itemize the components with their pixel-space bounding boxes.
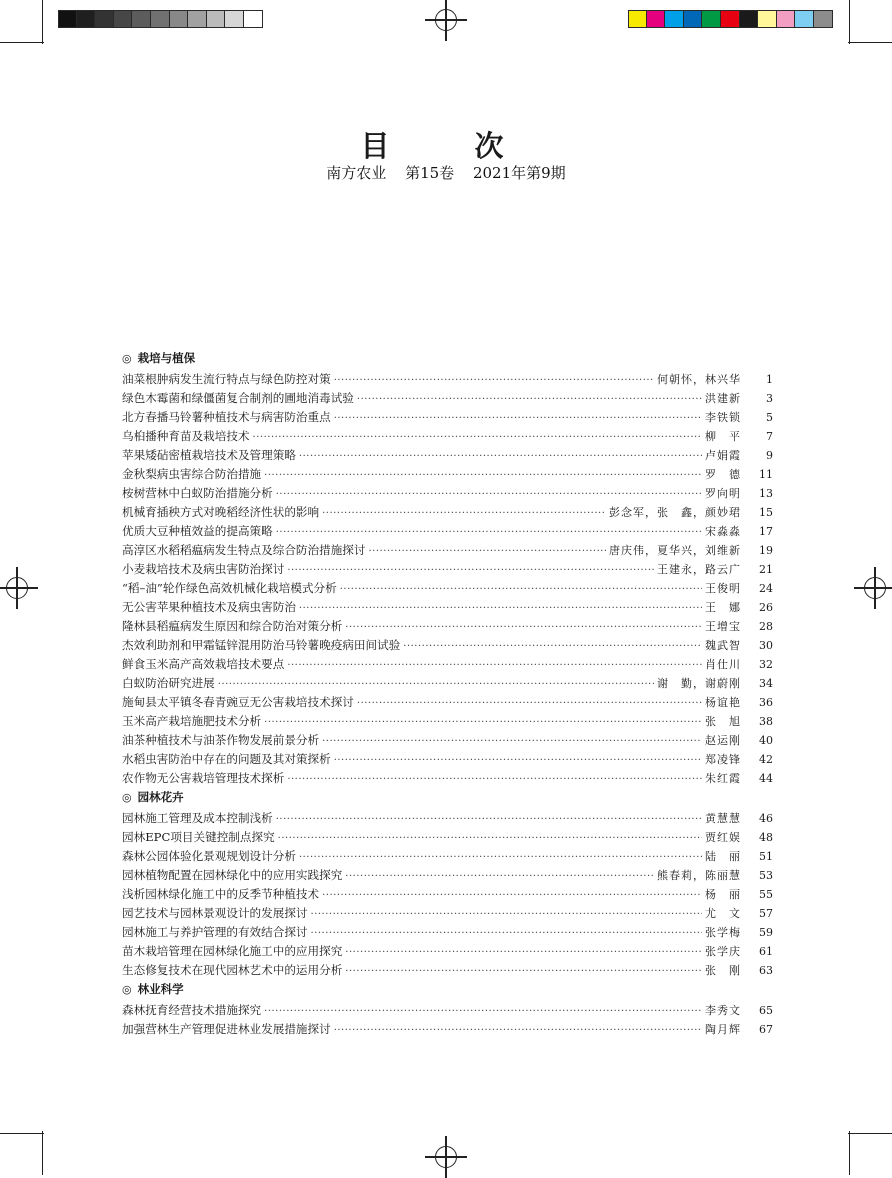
toc-entry[interactable] (122, 389, 773, 408)
toc-entry[interactable] (122, 828, 773, 847)
article-title: 园林施工管理及成本控制浅析 (122, 811, 273, 825)
article-title: 高淳区水稻稻瘟病发生特点及综合防治措施探讨 (122, 543, 366, 557)
color-swatch (795, 10, 814, 28)
article-authors: 王俊明 (705, 582, 741, 595)
leader-dots (299, 447, 702, 466)
leader-dots (403, 637, 702, 656)
page-number: 19 (759, 544, 773, 557)
article-authors: 尤 文 (705, 907, 741, 920)
crop-mark-bottom-right-h (848, 1133, 892, 1134)
leader-dots (278, 829, 702, 848)
section-marker-icon: ◎ (122, 983, 132, 996)
leader-dots (287, 770, 702, 789)
article-authors: 唐庆伟，夏华兴，刘维新 (609, 544, 741, 557)
page-number: 53 (759, 869, 773, 882)
page-number: 1 (766, 373, 773, 386)
section-marker-icon: ◎ (122, 352, 132, 365)
leader-dots (357, 694, 702, 713)
article-authors: 张 旭 (705, 715, 741, 728)
article-title: “稻–油”轮作绿色高效机械化栽培模式分析 (122, 581, 337, 595)
page-number: 17 (759, 525, 773, 538)
page-number: 63 (759, 964, 773, 977)
article-authors: 黄慧慧 (705, 812, 741, 825)
leader-dots (276, 485, 702, 504)
leader-dots (357, 390, 702, 409)
registration-mark-bottom (429, 1140, 463, 1174)
article-authors: 洪建新 (705, 392, 741, 405)
page-number: 9 (766, 449, 773, 462)
section-marker-icon: ◎ (122, 791, 132, 804)
registration-mark-right (858, 571, 892, 605)
page-number: 28 (759, 620, 773, 633)
article-title: 优质大豆种植效益的提高策略 (122, 524, 273, 538)
page-number: 24 (759, 582, 773, 595)
toc-entry[interactable] (122, 712, 773, 731)
toc-entry[interactable] (122, 693, 773, 712)
registration-mark-left (0, 571, 34, 605)
toc-entry[interactable] (122, 674, 773, 693)
page-number: 38 (759, 715, 773, 728)
article-title: 小麦栽培技术及病虫害防治探讨 (122, 562, 285, 576)
article-title: 苹果矮砧密植栽培技术及管理策略 (122, 448, 296, 462)
article-authors: 宋淼淼 (705, 525, 741, 538)
toc-entry[interactable] (122, 617, 773, 636)
article-authors: 张学庆 (705, 945, 741, 958)
article-title: 桉树营林中白蚁防治措施分析 (122, 486, 273, 500)
article-authors: 朱红霞 (705, 772, 741, 785)
article-authors: 熊春莉，陈丽慧 (657, 869, 741, 882)
article-title: 玉米高产栽培施肥技术分析 (122, 714, 262, 728)
article-authors: 李铁锁 (705, 411, 741, 424)
page-number: 3 (766, 392, 773, 405)
article-title: 绿色木霉菌和绿僵菌复合制剂的圃地消毒试验 (122, 391, 354, 405)
leader-dots (311, 924, 702, 943)
article-authors: 彭念军，张 鑫，颜妙珺 (609, 506, 741, 519)
leader-dots (334, 371, 654, 390)
leader-dots (345, 962, 702, 981)
toc-entry[interactable] (122, 446, 773, 465)
toc-entry[interactable] (122, 503, 773, 522)
leader-dots (276, 810, 702, 829)
article-authors: 罗向明 (705, 487, 741, 500)
article-title: 鲜食玉米高产高效栽培技术要点 (122, 657, 285, 671)
color-swatch (665, 10, 684, 28)
article-authors: 魏武智 (705, 639, 741, 652)
article-title: 油菜根肿病发生流行特点与绿色防控对策 (122, 372, 331, 386)
leader-dots (287, 561, 654, 580)
section-name: 林业科学 (137, 982, 184, 996)
section-heading (122, 980, 773, 998)
toc-entry[interactable] (122, 769, 773, 788)
page-number: 26 (759, 601, 773, 614)
article-authors: 罗 德 (705, 468, 741, 481)
leader-dots (299, 848, 702, 867)
toc-entry[interactable] (122, 522, 773, 541)
crop-mark-top-left-h (0, 42, 44, 43)
toc-entry[interactable] (122, 1020, 773, 1039)
article-title: 油茶种植技术与油茶作物发展前景分析 (122, 733, 320, 747)
toc-entry[interactable] (122, 904, 773, 923)
article-title: 施甸县太平镇冬春青豌豆无公害栽培技术探讨 (122, 695, 354, 709)
toc-entry[interactable] (122, 636, 773, 655)
gray-swatch (170, 10, 189, 28)
journal-name: 南方农业 (326, 164, 387, 182)
crop-mark-top-left-v (42, 0, 43, 44)
toc-entry[interactable] (122, 655, 773, 674)
article-title: 农作物无公害栽培管理技术探析 (122, 771, 285, 785)
toc-entry[interactable] (122, 961, 773, 980)
article-title: 水稻虫害防治中存在的问题及其对策探析 (122, 752, 331, 766)
article-authors: 王建永，路云广 (657, 563, 741, 576)
leader-dots (264, 1002, 702, 1021)
article-authors: 陆 丽 (705, 850, 741, 863)
page-number: 5 (766, 411, 773, 424)
article-authors: 贾红娱 (705, 831, 741, 844)
toc-entry[interactable] (122, 579, 773, 598)
toc-entry[interactable] (122, 484, 773, 503)
page-number: 40 (759, 734, 773, 747)
leader-dots (276, 523, 702, 542)
article-title: 隆林县稻瘟病发生原因和综合防治对策分析 (122, 619, 343, 633)
toc-entry[interactable] (122, 847, 773, 866)
section-heading (122, 349, 773, 367)
article-title: 北方春播马铃薯种植技术与病害防治重点 (122, 410, 331, 424)
leader-dots (299, 599, 702, 618)
leader-dots (287, 656, 702, 675)
article-title: 园林植物配置在园林绿化中的应用实践探究 (122, 868, 343, 882)
grayscale-calibration-bar (58, 10, 263, 28)
toc-entry[interactable] (122, 866, 773, 885)
leader-dots (264, 713, 702, 732)
gray-swatch (58, 10, 77, 28)
toc-entry[interactable] (122, 560, 773, 579)
color-swatch (777, 10, 796, 28)
page-number: 34 (759, 677, 773, 690)
article-authors: 何朝怀，林兴华 (657, 373, 741, 386)
toc-entry[interactable] (122, 731, 773, 750)
article-title: 乌桕播种育苗及栽培技术 (122, 429, 250, 443)
article-title: 园艺技术与园林景观设计的发展探讨 (122, 906, 308, 920)
journal-issue-line (0, 162, 892, 183)
gray-swatch (132, 10, 151, 28)
leader-dots (218, 675, 654, 694)
article-title: 无公害苹果种植技术及病虫害防治 (122, 600, 296, 614)
toc-entry[interactable] (122, 809, 773, 828)
page-number: 46 (759, 812, 773, 825)
toc-entry[interactable] (122, 408, 773, 427)
article-authors: 杨 丽 (705, 888, 741, 901)
table-of-contents (122, 349, 773, 1039)
page-number: 11 (759, 468, 773, 481)
article-title: 加强营林生产管理促进林业发展措施探讨 (122, 1022, 331, 1036)
section-name: 园林花卉 (137, 790, 184, 804)
color-swatch (758, 10, 777, 28)
page-number: 51 (759, 850, 773, 863)
crop-mark-top-right-v (849, 0, 850, 44)
leader-dots (322, 732, 702, 751)
article-title: 森林公园体验化景观规划设计分析 (122, 849, 296, 863)
gray-swatch (77, 10, 96, 28)
article-authors: 王增宝 (705, 620, 741, 633)
toc-entry[interactable] (122, 598, 773, 617)
article-authors: 陶月辉 (705, 1023, 741, 1036)
section-heading (122, 788, 773, 806)
gray-swatch (244, 10, 263, 28)
article-authors: 赵运刚 (705, 734, 741, 747)
article-title: 园林施工与养护管理的有效结合探讨 (122, 925, 308, 939)
crop-mark-bottom-right-v (849, 1131, 850, 1175)
gray-swatch (207, 10, 226, 28)
gray-swatch (188, 10, 207, 28)
article-title: 金秋梨病虫害综合防治措施 (122, 467, 262, 481)
page-number: 57 (759, 907, 773, 920)
page-number: 42 (759, 753, 773, 766)
leader-dots (322, 504, 606, 523)
leader-dots (322, 886, 702, 905)
article-authors: 卢娟霞 (705, 449, 741, 462)
leader-dots (334, 751, 702, 770)
article-title: 浅析园林绿化施工中的反季节种植技术 (122, 887, 320, 901)
toc-entry[interactable] (122, 885, 773, 904)
toc-entry[interactable] (122, 1001, 773, 1020)
toc-entry[interactable] (122, 427, 773, 446)
leader-dots (334, 409, 702, 428)
color-swatch (721, 10, 740, 28)
article-title: 杰效利助剂和甲霜锰锌混用防治马铃薯晚疫病田间试验 (122, 638, 401, 652)
volume-number: 第15卷 (405, 164, 455, 182)
article-authors: 王 娜 (705, 601, 741, 614)
page-number: 61 (759, 945, 773, 958)
crop-mark-top-right-h (848, 42, 892, 43)
article-title: 白蚁防治研究进展 (122, 676, 215, 690)
toc-entry[interactable] (122, 465, 773, 484)
gray-swatch (114, 10, 133, 28)
article-authors: 柳 平 (705, 430, 741, 443)
toc-entry[interactable] (122, 750, 773, 769)
article-title: 生态修复技术在现代园林艺术中的运用分析 (122, 963, 343, 977)
issue-number: 2021年第9期 (472, 164, 566, 182)
page-number: 48 (759, 831, 773, 844)
leader-dots (253, 428, 702, 447)
leader-dots (311, 905, 702, 924)
article-title: 森林抚育经营技术措施探究 (122, 1003, 262, 1017)
leader-dots (345, 618, 702, 637)
leader-dots (345, 943, 702, 962)
color-swatch (628, 10, 647, 28)
leader-dots (264, 466, 702, 485)
color-swatch (740, 10, 759, 28)
leader-dots (345, 867, 654, 886)
color-swatch (647, 10, 666, 28)
article-authors: 郑凌锋 (705, 753, 741, 766)
gray-swatch (225, 10, 244, 28)
color-swatch (684, 10, 703, 28)
page-number: 44 (759, 772, 773, 785)
page-number: 36 (759, 696, 773, 709)
article-title: 苗木栽培管理在园林绿化施工中的应用探究 (122, 944, 343, 958)
article-title: 机械育插秧方式对晚稻经济性状的影响 (122, 505, 320, 519)
article-authors: 谢 勤，谢蔚刚 (657, 677, 741, 690)
page-number: 67 (759, 1023, 773, 1036)
page-number: 65 (759, 1004, 773, 1017)
toc-entry[interactable] (122, 370, 773, 389)
gray-swatch (151, 10, 170, 28)
crop-mark-bottom-left-v (42, 1131, 43, 1175)
article-authors: 肖仕川 (705, 658, 741, 671)
crop-mark-bottom-left-h (0, 1133, 44, 1134)
article-authors: 杨谊艳 (705, 696, 741, 709)
page-number: 30 (759, 639, 773, 652)
article-title: 园林EPC项目关键控制点探究 (122, 830, 275, 844)
gray-swatch (95, 10, 114, 28)
leader-dots (368, 542, 606, 561)
page-number: 21 (759, 563, 773, 576)
article-authors: 张 刚 (705, 964, 741, 977)
page-number: 15 (759, 506, 773, 519)
page-number: 32 (759, 658, 773, 671)
article-authors: 张学梅 (705, 926, 741, 939)
leader-dots (340, 580, 702, 599)
toc-entry[interactable] (122, 541, 773, 560)
page-number: 59 (759, 926, 773, 939)
page-title: 目 次 (360, 129, 532, 163)
color-swatch (702, 10, 721, 28)
leader-dots (334, 1021, 702, 1040)
color-swatch (814, 10, 833, 28)
article-authors: 李秀文 (705, 1004, 741, 1017)
toc-entry[interactable] (122, 942, 773, 961)
page-number: 7 (766, 430, 773, 443)
page-number: 55 (759, 888, 773, 901)
color-calibration-bar (628, 10, 833, 28)
registration-mark-top (429, 3, 463, 37)
page-number: 13 (759, 487, 773, 500)
section-name: 栽培与植保 (137, 351, 196, 365)
toc-entry[interactable] (122, 923, 773, 942)
